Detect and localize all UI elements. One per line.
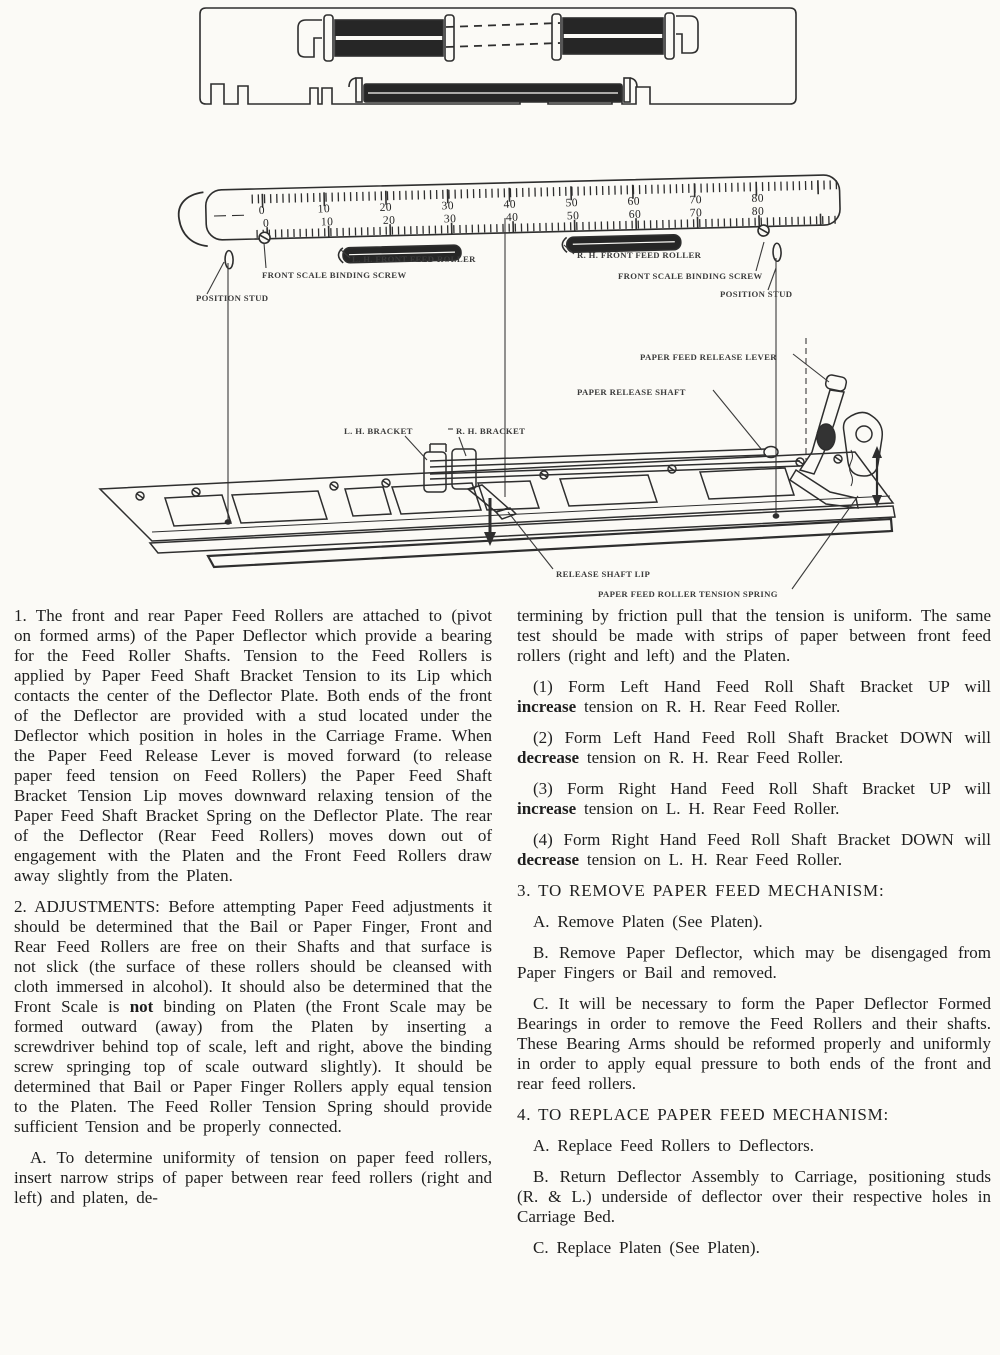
item-1-text: (1) Form Left Hand Feed Roll Shaft Bracket UP will [533,677,991,696]
label-position-stud-left: POSITION STUD [196,293,269,303]
paragraph-2-text: 2. ADJUSTMENTS: Before attempting Paper Feed adjustments it should be determined that the Bail or Paper Finger, Front and Rear Feed Rollers are free on their Shafts and that surface is not slick (the surface of these rollers should be cleansed with cloth immersed in alcohol). It should also be determined that the Front Scale is [14,897,492,1016]
scale-number: 20 [379,201,393,214]
step-3b [517,943,991,983]
item-4-bold-word: decrease [517,850,579,869]
section-heading-3: 3. TO REMOVE PAPER FEED MECHANISM: [517,881,885,900]
numbered-item-4 [517,830,991,870]
continuation-paragraph [517,606,991,666]
paragraph-2 [14,897,492,1137]
label-rh-bracket: R. H. BRACKET [456,426,526,436]
label-front-scale-binding-screw-left: FRONT SCALE BINDING SCREW [262,270,407,280]
scale-number: 60 [628,208,642,221]
scale-number: 50 [565,197,579,210]
item-4-text-cont: tension on L. H. Rear Feed Roller. [579,850,843,869]
scale-number: 60 [627,195,641,208]
scale-number: 30 [441,200,455,213]
scale-number: 30 [443,213,457,226]
label-position-stud-right: POSITION STUD [720,289,793,299]
step-3a [517,912,991,932]
scale-number: 40 [505,211,519,224]
step-3c-text: C. It will be necessary to form the Paper Deflector Formed Bearings in order to remove the Feed Rollers and their shafts. These Bearing Arms should be reformed properly and uniformly in order to apply equal pressure to both ends of the front and rear feed rollers. [517,994,991,1093]
scale-number: 80 [751,192,765,205]
scale-number: 0 [258,204,266,217]
item-3-bold-word: increase [517,799,577,818]
label-paper-feed-release-lever: PAPER FEED RELEASE LEVER [640,352,777,362]
step-4c [517,1238,991,1258]
binding-screw-left [259,232,270,243]
label-rh-front-feed-roller: R. H. FRONT FEED ROLLER [577,250,702,260]
step-3b-text: B. Remove Paper Deflector, which may be disengaged from Paper Fingers or Bail and removed. [517,943,991,982]
paragraph-1 [14,606,492,886]
item-2-text: (2) Form Left Hand Feed Roll Shaft Bracket DOWN will [533,728,991,747]
scale-number: 10 [320,216,334,229]
scale-number: 10 [317,203,331,216]
numbered-item-1 [517,677,991,717]
step-4a [517,1136,991,1156]
paragraph-1-text: 1. The front and rear Paper Feed Rollers are attached to (pivot on formed arms) of the Paper Deflector which provide a bearing for the Feed Roller Shafts. Tension to the Feed Rollers is applied by Paper Feed Shaft Bracket Tension to its Lip which contacts the center of the Deflector Plate. Both ends of the front of the Deflector are provided with a stud located under the Deflector which position in holes in the Carriage Frame. When the Paper Feed Release Lever is moved forward (to release paper feed tension on Feed Rollers) the Paper Feed Shaft Bracket Tension Lip moves downward relaxing tension of the Paper Feed Shaft Bracket Spring on the Deflector Plate. The rear of the Deflector (Rear Feed Rollers) moves down out of engagement with the Platen and the Front Feed Rollers draw away slightly from the Platen. [14,606,492,885]
right-column [517,606,991,1269]
label-lh-front-feed-roller: L. H. FRONT FEED ROLLER [352,254,476,264]
left-column [14,606,492,1219]
step-4b-text: B. Return Deflector Assembly to Carriage, positioning studs (R. & L.) underside of deflector over their respective holes in Carriage Bed. [517,1167,991,1226]
figures-area [0,0,1000,605]
scale-number: 70 [689,207,703,220]
step-4b [517,1167,991,1227]
label-lh-bracket: L. H. BRACKET [344,426,413,436]
numbered-item-2 [517,728,991,768]
step-3a-text: A. Remove Platen (See Platen). [533,912,763,931]
rh-feed-roller-top [552,13,698,60]
paragraph-a-text: A. To determine uniformity of tension on paper feed rollers, insert narrow strips of paper between rear feed rollers (right and left) and platen, de- [14,1148,492,1207]
figures-canvas [0,0,1000,605]
position-stud-right-pin [773,243,781,261]
label-paper-feed-roller-tension-spring: PAPER FEED ROLLER TENSION SPRING [598,589,778,599]
paper-release-shaft-shape [430,447,800,480]
figure-deflector-plate [200,8,796,104]
scale-number: 80 [751,205,765,218]
rear-feed-roller-top [349,78,637,102]
numbered-item-3 [517,779,991,819]
scale-number: 50 [566,210,580,223]
section-heading-4: 4. TO REPLACE PAPER FEED MECHANISM: [517,1105,890,1124]
label-release-shaft-lip: RELEASE SHAFT LIP [556,569,651,579]
position-stud-left-pin [225,251,233,269]
item-3-text-cont: tension on L. H. Rear Feed Roller. [576,799,840,818]
lh-feed-roller-top [298,15,454,61]
connector-lines [228,218,806,520]
paper-feed-release-lever-shape [790,374,882,508]
scale-number: 20 [382,214,396,227]
paragraph-2-bold-word: not [129,997,154,1016]
step-4a-text: A. Replace Feed Rollers to Deflectors. [533,1136,814,1155]
scale-left-end-bracket [178,192,208,247]
binding-screw-right [758,225,769,236]
item-2-text-cont: tension on R. H. Rear Feed Roller. [579,748,844,767]
step-3c [517,994,991,1094]
item-1-text-cont: tension on R. H. Rear Feed Roller. [576,697,841,716]
paragraph-2-text-cont: binding on Platen (the Front Scale may be formed outward (away) from the Platen by inserting a screwdriver behind top of scale, left and right, above the binding screw springing top of scale outward slightly). It should be determined that Bail or Paper Finger Rollers apply equal tension to the Platen. The Feed Roller Tension Spring should provide sufficient Tension and be properly connected. [14,997,492,1136]
step-4c-text: C. Replace Platen (See Platen). [533,1238,760,1257]
item-3-text: (3) Form Right Hand Feed Roll Shaft Bracket UP will [533,779,991,798]
paragraph-a [14,1148,492,1208]
label-paper-release-shaft: PAPER RELEASE SHAFT [577,387,686,397]
continuation-text: termining by friction pull that the tension is uniform. The same test should be made with strips of paper between front feed rollers (right and left) and the Platen. [517,606,991,665]
scale-number: 40 [503,198,517,211]
figure-front-scale [178,175,841,303]
item-4-text: (4) Form Right Hand Feed Roll Shaft Bracket DOWN will [533,830,991,849]
scale-number: 0 [262,217,270,230]
scale-number: 70 [689,194,703,207]
label-front-scale-binding-screw-right: FRONT SCALE BINDING SCREW [618,271,763,281]
item-2-bold-word: decrease [517,748,579,767]
item-1-bold-word: increase [517,697,577,716]
